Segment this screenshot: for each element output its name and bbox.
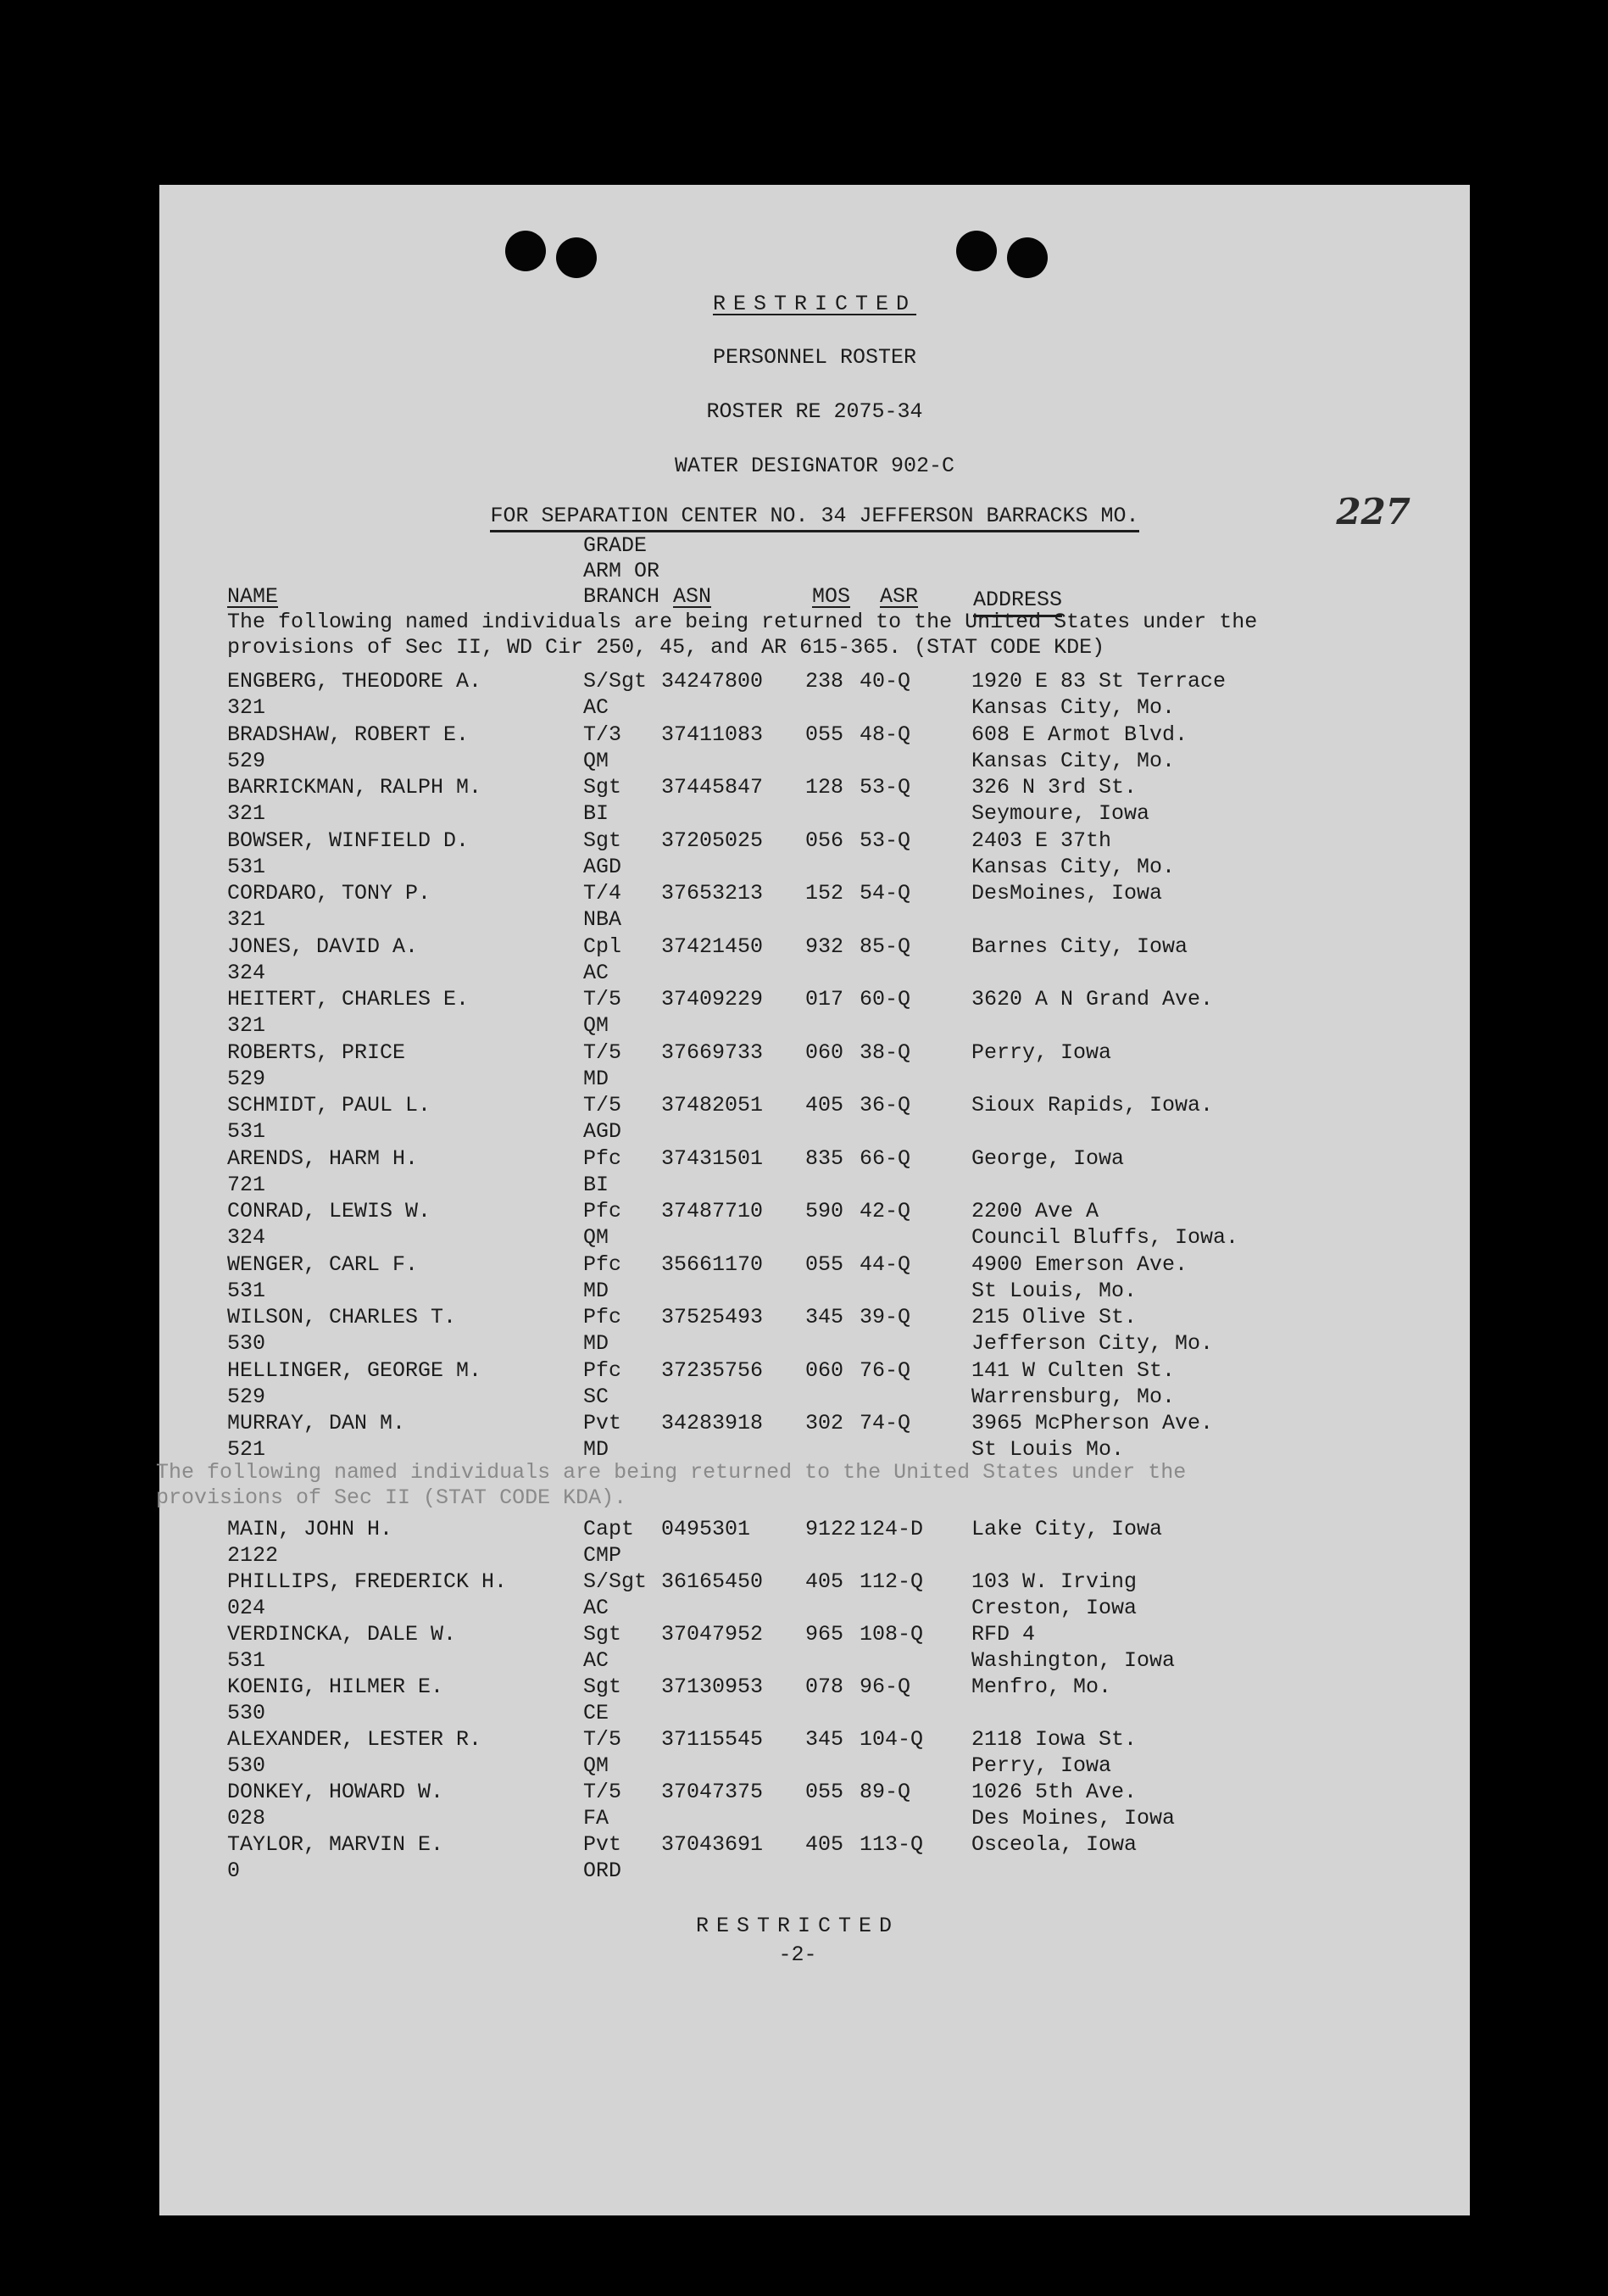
cell-asr: 48-Q	[860, 722, 911, 747]
cell-addr2: St Louis, Mo.	[971, 1278, 1138, 1303]
cell-grade: Sgt	[583, 828, 622, 853]
cell-grade: S/Sgt	[583, 1569, 648, 1594]
cell-name: CORDARO, TONY P.	[227, 881, 431, 906]
cell-name: VERDINCKA, DALE W.	[227, 1622, 457, 1647]
cell-addr1: 2118 Iowa St.	[971, 1727, 1138, 1752]
cell-addr1: Barnes City, Iowa	[971, 933, 1188, 959]
cell-grade: Sgt	[583, 1675, 622, 1699]
cell-addr1: 215 Olive St.	[971, 1305, 1138, 1329]
cell-branch: MD	[583, 1278, 609, 1303]
classification-footer: RESTRICTED	[695, 1914, 900, 1938]
cell-branch: CMP	[583, 1543, 622, 1568]
punch-hole	[556, 237, 597, 278]
cell-asr: 44-Q	[860, 1251, 911, 1277]
cell-addr1: 141 W Culten St.	[971, 1357, 1176, 1383]
cell-asn: 36165450	[661, 1569, 764, 1594]
cell-mos: 965	[805, 1622, 844, 1647]
column-header-branch: BRANCH	[583, 584, 660, 609]
cell-asr: 42-Q	[860, 1199, 911, 1223]
cell-grade: T/5	[583, 1093, 622, 1117]
cell-branch: CE	[583, 1701, 609, 1725]
cell-grade: Pvt	[583, 1832, 622, 1857]
cell-branch: AC	[583, 695, 609, 720]
cell-code: 529	[227, 1384, 266, 1409]
column-header-grade: GRADE	[583, 533, 648, 558]
cell-addr1: 3965 McPherson Ave.	[971, 1411, 1214, 1435]
cell-name: BOWSER, WINFIELD D.	[227, 828, 470, 853]
cell-addr1: DesMoines, Iowa	[971, 881, 1163, 906]
cell-branch: NBA	[583, 907, 622, 932]
cell-code: 0	[227, 1859, 241, 1883]
cell-asn: 37525493	[661, 1305, 764, 1329]
cell-code: 530	[227, 1701, 266, 1725]
cell-branch: AGD	[583, 854, 622, 879]
cell-name: BARRICKMAN, RALPH M.	[227, 775, 482, 800]
cell-mos: 9122	[805, 1517, 857, 1541]
cell-code: 324	[227, 1225, 266, 1250]
cell-grade: Pfc	[583, 1357, 622, 1383]
cell-mos: 055	[805, 1251, 844, 1277]
column-header-arm: ARM OR	[583, 559, 660, 583]
cell-mos: 078	[805, 1675, 844, 1699]
cell-grade: Sgt	[583, 1622, 622, 1647]
cell-asr: 53-Q	[860, 775, 911, 800]
cell-name: ARENDS, HARM H.	[227, 1145, 419, 1171]
cell-branch: AGD	[583, 1119, 622, 1144]
cell-addr1: 326 N 3rd St.	[971, 775, 1138, 800]
cell-asr: 53-Q	[860, 828, 911, 853]
cell-addr1: 3620 A N Grand Ave.	[971, 987, 1214, 1011]
cell-addr1: 1920 E 83 St Terrace	[971, 669, 1227, 694]
cell-name: ALEXANDER, LESTER R.	[227, 1727, 482, 1752]
page-stamp: 227	[1336, 491, 1410, 532]
cell-asn: 37421450	[661, 933, 764, 959]
cell-asr: 36-Q	[860, 1093, 911, 1117]
cell-addr2: Jefferson City, Mo.	[971, 1331, 1214, 1356]
cell-asr: 39-Q	[860, 1305, 911, 1329]
cell-asn: 37115545	[661, 1727, 764, 1752]
cell-asr: 89-Q	[860, 1780, 911, 1804]
cell-asr: 113-Q	[860, 1832, 924, 1857]
cell-addr2: Des Moines, Iowa	[971, 1806, 1176, 1831]
cell-addr1: 103 W. Irving	[971, 1569, 1138, 1594]
cell-grade: Sgt	[583, 775, 622, 800]
cell-addr1: Osceola, Iowa	[971, 1832, 1138, 1857]
cell-grade: T/5	[583, 1039, 622, 1065]
cell-name: MAIN, JOHN H.	[227, 1517, 393, 1541]
cell-code: 321	[227, 695, 266, 720]
cell-name: ENGBERG, THEODORE A.	[227, 669, 482, 694]
cell-asn: 0495301	[661, 1517, 751, 1541]
cell-addr2: Kansas City, Mo.	[971, 748, 1176, 773]
cell-asn: 37043691	[661, 1832, 764, 1857]
cell-addr1: Lake City, Iowa	[971, 1517, 1163, 1541]
punch-hole	[956, 231, 997, 271]
cell-branch: BI	[583, 801, 609, 826]
cell-asr: 74-Q	[860, 1411, 911, 1435]
cell-name: HELLINGER, GEORGE M.	[227, 1357, 482, 1383]
cell-grade: Pfc	[583, 1251, 622, 1277]
cell-branch: QM	[583, 1753, 609, 1778]
cell-grade: T/4	[583, 881, 622, 906]
cell-asn: 35661170	[661, 1251, 764, 1277]
cell-code: 321	[227, 801, 266, 826]
column-header-name: NAME	[227, 584, 279, 609]
cell-code: 531	[227, 1119, 266, 1144]
cell-asr: 66-Q	[860, 1145, 911, 1171]
column-header-mos: MOS	[812, 584, 851, 609]
cell-asn: 37482051	[661, 1093, 764, 1117]
water-designator: WATER DESIGNATOR 902-C	[674, 454, 955, 478]
cell-code: 529	[227, 1066, 266, 1091]
cell-name: KOENIG, HILMER E.	[227, 1675, 444, 1699]
cell-name: TAYLOR, MARVIN E.	[227, 1832, 444, 1857]
cell-name: HEITERT, CHARLES E.	[227, 987, 470, 1011]
cell-grade: Cpl	[583, 933, 622, 959]
cell-branch: QM	[583, 1225, 609, 1250]
cell-asn: 37445847	[661, 775, 764, 800]
cell-addr1: RFD 4	[971, 1622, 1036, 1647]
cell-code: 531	[227, 1278, 266, 1303]
cell-grade: Pfc	[583, 1199, 622, 1223]
cell-mos: 405	[805, 1832, 844, 1857]
cell-code: 024	[227, 1596, 266, 1620]
cell-asr: 85-Q	[860, 933, 911, 959]
cell-name: CONRAD, LEWIS W.	[227, 1199, 431, 1223]
cell-branch: BI	[583, 1172, 609, 1197]
cell-code: 531	[227, 854, 266, 879]
cell-grade: Pfc	[583, 1305, 622, 1329]
cell-grade: T/5	[583, 1727, 622, 1752]
cell-asn: 34283918	[661, 1411, 764, 1435]
cell-branch: MD	[583, 1066, 609, 1091]
cell-name: MURRAY, DAN M.	[227, 1411, 406, 1435]
section2-intro-line2: provisions of Sec II (STAT CODE KDA).	[156, 1485, 627, 1510]
cell-code: 521	[227, 1437, 266, 1462]
cell-mos: 345	[805, 1305, 844, 1329]
roster-title: PERSONNEL ROSTER	[712, 345, 917, 370]
cell-mos: 152	[805, 881, 844, 906]
cell-branch: MD	[583, 1437, 609, 1462]
cell-name: WENGER, CARL F.	[227, 1251, 419, 1277]
cell-mos: 055	[805, 722, 844, 747]
cell-code: 529	[227, 748, 266, 773]
cell-name: PHILLIPS, FREDERICK H.	[227, 1569, 508, 1594]
cell-branch: ORD	[583, 1859, 622, 1883]
cell-asr: 124-D	[860, 1517, 924, 1541]
cell-asr: 104-Q	[860, 1727, 924, 1752]
cell-grade: Pfc	[583, 1145, 622, 1171]
cell-grade: T/5	[583, 987, 622, 1011]
cell-addr1: 608 E Armot Blvd.	[971, 722, 1188, 747]
cell-asr: 40-Q	[860, 669, 911, 694]
cell-grade: S/Sgt	[583, 669, 648, 694]
section1-intro-line1: The following named individuals are being returned to the United States under the	[227, 610, 1258, 634]
cell-code: 531	[227, 1648, 266, 1673]
cell-name: JONES, DAVID A.	[227, 933, 419, 959]
cell-asr: 112-Q	[860, 1569, 924, 1594]
cell-mos: 345	[805, 1727, 844, 1752]
cell-mos: 932	[805, 933, 844, 959]
column-header-address: ADDRESS	[973, 587, 1062, 617]
cell-addr2: Warrensburg, Mo.	[971, 1384, 1176, 1409]
cell-name: ROBERTS, PRICE	[227, 1039, 406, 1065]
cell-addr1: 4900 Emerson Ave.	[971, 1251, 1188, 1277]
cell-name: WILSON, CHARLES T.	[227, 1305, 457, 1329]
cell-grade: Capt	[583, 1517, 635, 1541]
cell-addr1: Perry, Iowa	[971, 1039, 1112, 1065]
cell-mos: 835	[805, 1145, 844, 1171]
cell-mos: 060	[805, 1357, 844, 1383]
cell-grade: T/5	[583, 1780, 622, 1804]
cell-asn: 37487710	[661, 1199, 764, 1223]
cell-asr: 76-Q	[860, 1357, 911, 1383]
cell-branch: AC	[583, 960, 609, 985]
cell-branch: FA	[583, 1806, 609, 1831]
cell-asr: 54-Q	[860, 881, 911, 906]
punch-hole	[1007, 237, 1048, 278]
cell-code: 721	[227, 1172, 266, 1197]
punch-hole	[505, 231, 546, 271]
cell-addr1: Menfro, Mo.	[971, 1675, 1112, 1699]
cell-code: 530	[227, 1753, 266, 1778]
cell-code: 530	[227, 1331, 266, 1356]
cell-asn: 37411083	[661, 722, 764, 747]
cell-mos: 405	[805, 1093, 844, 1117]
cell-code: 2122	[227, 1543, 279, 1568]
cell-asr: 96-Q	[860, 1675, 911, 1699]
cell-asn: 37047952	[661, 1622, 764, 1647]
cell-branch: SC	[583, 1384, 609, 1409]
cell-addr2: Kansas City, Mo.	[971, 695, 1176, 720]
cell-addr1: George, Iowa	[971, 1145, 1125, 1171]
cell-addr2: Creston, Iowa	[971, 1596, 1138, 1620]
cell-asr: 60-Q	[860, 987, 911, 1011]
cell-mos: 405	[805, 1569, 844, 1594]
cell-asn: 34247800	[661, 669, 764, 694]
cell-name: DONKEY, HOWARD W.	[227, 1780, 444, 1804]
cell-asr: 108-Q	[860, 1622, 924, 1647]
column-header-asr: ASR	[880, 584, 919, 609]
cell-grade: Pvt	[583, 1411, 622, 1435]
cell-mos: 238	[805, 669, 844, 694]
cell-asn: 37653213	[661, 881, 764, 906]
cell-grade: T/3	[583, 722, 622, 747]
cell-asn: 37431501	[661, 1145, 764, 1171]
section1-intro-line2: provisions of Sec II, WD Cir 250, 45, and AR 615-365. (STAT CODE KDE)	[227, 635, 1105, 660]
cell-branch: AC	[583, 1648, 609, 1673]
cell-branch: AC	[583, 1596, 609, 1620]
cell-code: 028	[227, 1806, 266, 1831]
cell-mos: 017	[805, 987, 844, 1011]
cell-code: 321	[227, 1013, 266, 1038]
cell-addr1: 2200 Ave A	[971, 1199, 1099, 1223]
classification-header: RESTRICTED	[712, 292, 917, 316]
cell-mos: 060	[805, 1039, 844, 1065]
cell-addr1: 1026 5th Ave.	[971, 1780, 1138, 1804]
cell-name: BRADSHAW, ROBERT E.	[227, 722, 470, 747]
cell-asn: 37669733	[661, 1039, 764, 1065]
cell-addr2: Perry, Iowa	[971, 1753, 1112, 1778]
cell-mos: 128	[805, 775, 844, 800]
page-number: -2-	[778, 1942, 817, 1967]
cell-asn: 37205025	[661, 828, 764, 853]
document-page	[156, 185, 1470, 2215]
cell-branch: QM	[583, 748, 609, 773]
cell-branch: MD	[583, 1331, 609, 1356]
cell-name: SCHMIDT, PAUL L.	[227, 1093, 431, 1117]
cell-code: 324	[227, 960, 266, 985]
cell-addr2: Seymoure, Iowa	[971, 801, 1150, 826]
cell-asn: 37235756	[661, 1357, 764, 1383]
cell-addr1: Sioux Rapids, Iowa.	[971, 1093, 1214, 1117]
cell-mos: 055	[805, 1780, 844, 1804]
destination-line: FOR SEPARATION CENTER NO. 34 JEFFERSON BARRACKS MO.	[490, 504, 1138, 532]
cell-mos: 056	[805, 828, 844, 853]
cell-asr: 38-Q	[860, 1039, 911, 1065]
cell-asn: 37130953	[661, 1675, 764, 1699]
cell-mos: 302	[805, 1411, 844, 1435]
cell-addr2: Council Bluffs, Iowa.	[971, 1225, 1239, 1250]
cell-mos: 590	[805, 1199, 844, 1223]
cell-addr2: Kansas City, Mo.	[971, 854, 1176, 879]
cell-addr2: St Louis Mo.	[971, 1437, 1125, 1462]
cell-asn: 37047375	[661, 1780, 764, 1804]
column-header-asn: ASN	[673, 584, 712, 609]
cell-asn: 37409229	[661, 987, 764, 1011]
cell-branch: QM	[583, 1013, 609, 1038]
cell-addr1: 2403 E 37th	[971, 828, 1112, 853]
cell-code: 321	[227, 907, 266, 932]
cell-addr2: Washington, Iowa	[971, 1648, 1176, 1673]
section2-intro-line1: The following named individuals are being returned to the United States under the	[156, 1460, 1187, 1485]
roster-number: ROSTER RE 2075-34	[706, 399, 923, 424]
